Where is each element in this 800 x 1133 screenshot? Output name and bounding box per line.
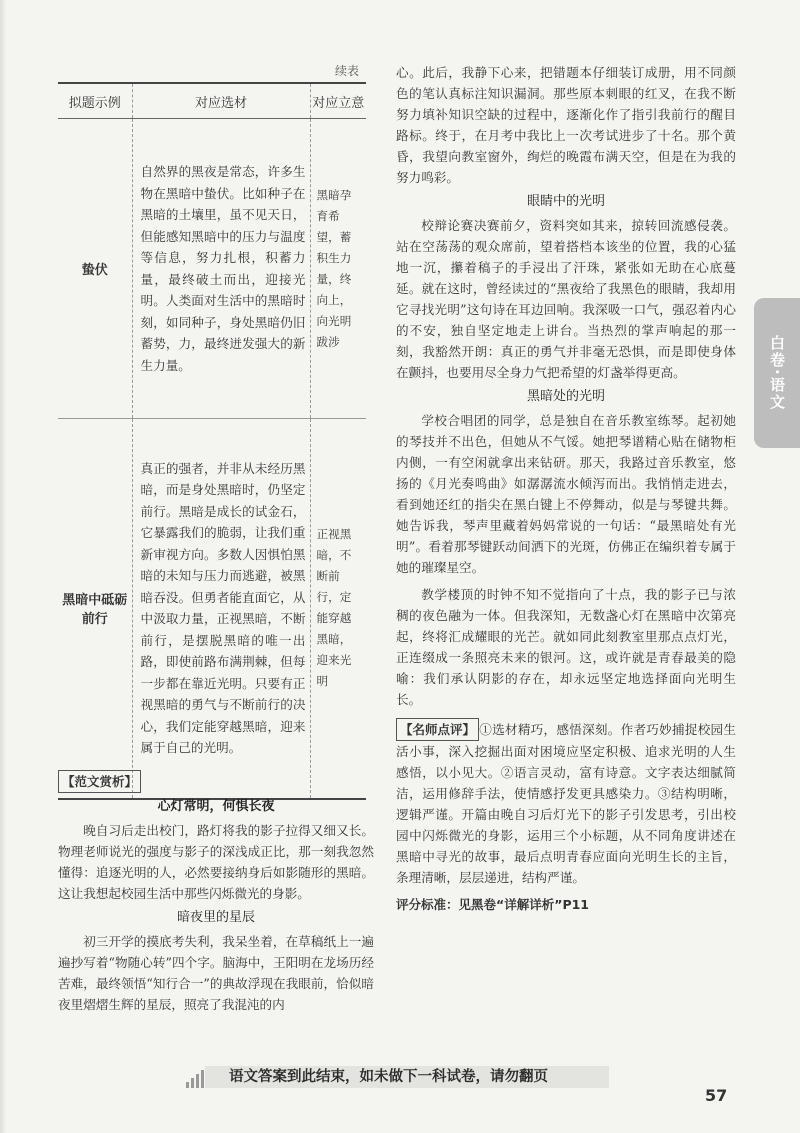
subtitle-2: 眼睛中的光明 <box>526 194 605 209</box>
side-tab: 白卷·语文 <box>754 298 800 448</box>
row-material: 真正的强者，并非从未经历黑暗，而是身处黑暗时，仍坚定前行。黑暗是成长的试金石，它暴露我们的脆弱，让我们重新审视方向。多数人因惧怕黑暗的未知与压力而逃避，被黑暗吞没。但勇者能直面它，从中汲取力量，正视黑暗，不断前行，是摆脱黑暗的唯一出路，即使前路布满荆棘，但每一步都在靠近光明。只要有正视黑暗的勇气与不断前行的决心，我们定能穿越黑暗，迎来属于自己的光明。 <box>132 419 310 799</box>
essay-title: 心灯常明，何惧长夜 <box>157 799 275 814</box>
sub2-paragraph-1: 校辩论赛决赛前夕，资料突如其来，掠转回流感侵袭。站在空荡荡的观众席前，望着搭档本该坐的位置，我的心猛地一沉，攥着稿子的手浸出了汗珠，紧张如无助在心底蔓延。就在这时，曾经读过的“黑夜给了我黑色的眼睛，我却用它寻找光明”这句诗在耳边回响。我深吸一口气，强忍着内心的不安，独自坚定地走上讲台。当热烈的掌声响起的那一刻，我豁然开朗：真正的勇气并非毫无恐惧，而是即使身体在颤抖，也要用尽全身力气把希望的灯盏举得更高。 <box>396 218 736 380</box>
essay-section-label: 【范文赏析】 <box>58 770 141 793</box>
comment-text: ①选材精巧，感悟深刻。作者巧妙捕捉校园生活小事，深入挖掘出面对困境应坚定积极、追求光明的人生感悟，以小见大。②语言灵动，富有诗意。文字表达细腻简洁，运用修辞手法，使情感抒发更具感染力。③结构明晰，逻辑严谨。开篇由晚自习后灯光下的影子引发思考，引出校园中闪烁微光的身影，运用三个小标题，从不同角度讲述在黑暗中寻光的故事，最后点明青春应面向光明生长的主旨，条理清晰，层层递进，结构严谨。 <box>396 722 736 885</box>
sub3-paragraph-2: 教学楼顶的时钟不知不觉指向了十点，我的影子已与浓稠的夜色融为一体。但我深知，无数盏心灯在黑暗中次第亮起，终将汇成耀眼的光芒。就如同此刻教室里那点点灯光，正连缀成一条照亮未来的银河。这，或许就是青春最美的隐喻：我们承认阴影的存在，却永远坚定地选择面向光明生长。 <box>396 587 736 707</box>
scoring-text: 见黑卷“详解详析”P11 <box>458 897 590 912</box>
row-meaning: 黑暗孕育希望，蓄积生力量，终向上，向光明跋涉 <box>310 119 366 419</box>
teacher-comment <box>396 718 736 888</box>
scoring-line <box>396 894 736 915</box>
page-fold-shadow <box>0 0 6 1133</box>
essay-left-column <box>58 770 374 1015</box>
essay-intro: 晚自习后走出校门，路灯将我的影子拉得又细又长。物理老师说光的强度与影子的深浅成正比，那一刻我忽然懂得：追逐光明的人，必然要接纳身后如影随形的黑暗。这让我想起校园生活中那些闪烁微光的身影。 <box>58 823 374 901</box>
page-number: 57 <box>705 1086 728 1105</box>
end-banner: 语文答案到此结束，如未做下一科试卷，请勿翻页 <box>205 1066 609 1088</box>
row-title: 蛰伏 <box>58 119 132 419</box>
header-meaning: 对应立意 <box>310 83 366 119</box>
essay-right-column <box>396 62 736 915</box>
sub1-paragraph-1: 初三开学的摸底考失利，我呆坐着，在草稿纸上一遍遍抄写着“物随心转”四个字。脑海中，王阳明在龙场历经苦难，最终领悟“知行合一”的典故浮现在我眼前，恰似暗夜里熠熠生辉的星辰，照亮了我混沌的内 <box>58 934 374 1012</box>
table-continued-label: 续表 <box>335 64 360 78</box>
topic-table <box>58 82 366 800</box>
subtitle-1: 暗夜里的星辰 <box>176 910 255 925</box>
row-material: 自然界的黑夜是常态，许多生物在黑暗中蛰伏。比如种子在黑暗的土壤里，虽不见天日，但能感知黑暗中的压力与温度等信息，努力扎根，积蓄力量，最终破土而出，迎接光明。人类面对生活中的黑暗时刻，如同种子，身处黑暗仍旧蓄势，力，最终迸发强大的新生力量。 <box>132 119 310 419</box>
table-row <box>58 419 366 799</box>
table-row <box>58 119 366 419</box>
scoring-label: 评分标准： <box>396 897 459 912</box>
sub3-paragraph-1: 学校合唱团的同学，总是独自在音乐教室练琴。起初她的琴技并不出色，但她从不气馁。她把琴谱精心贴在储物柜内侧，一有空闲就拿出来钻研。那天，我路过音乐教室，悠扬的《月光奏鸣曲》如潺潺流水倾泻而出。我悄悄走进去，看到她还红的指尖在黑白键上不停舞动，似是与琴键共舞。她告诉我，琴声里藏着妈妈常说的一句话：“最黑暗处有光明”。看着那琴键跃动间洒下的光斑，仿佛正在编织着专属于她的璀璨星空。 <box>396 413 736 575</box>
subtitle-3: 黑暗处的光明 <box>526 389 605 404</box>
row-meaning: 正视黑暗，不断前行，定能穿越黑暗，迎来光明 <box>310 419 366 799</box>
header-material: 对应选材 <box>132 83 310 119</box>
comment-label: 【名师点评】 <box>396 718 479 741</box>
header-title-example: 拟题示例 <box>58 83 132 119</box>
row-title: 黑暗中砥砺前行 <box>58 419 132 799</box>
sub1-paragraph-2: 心。此后，我静下心来，把错题本仔细装订成册，用不同颜色的笔认真标注知识漏洞。那些原本刺眼的红叉，在我不断努力填补知识空缺的过程中，逐渐化作了指引我前行的醒目路标。终于，在月考中我比上一次考试进步了十名。那个黄昏，我望向教室窗外，绚烂的晚霞布满天空，但是在为我的努力鸣彩。 <box>396 65 736 185</box>
table-header-row <box>58 83 366 119</box>
